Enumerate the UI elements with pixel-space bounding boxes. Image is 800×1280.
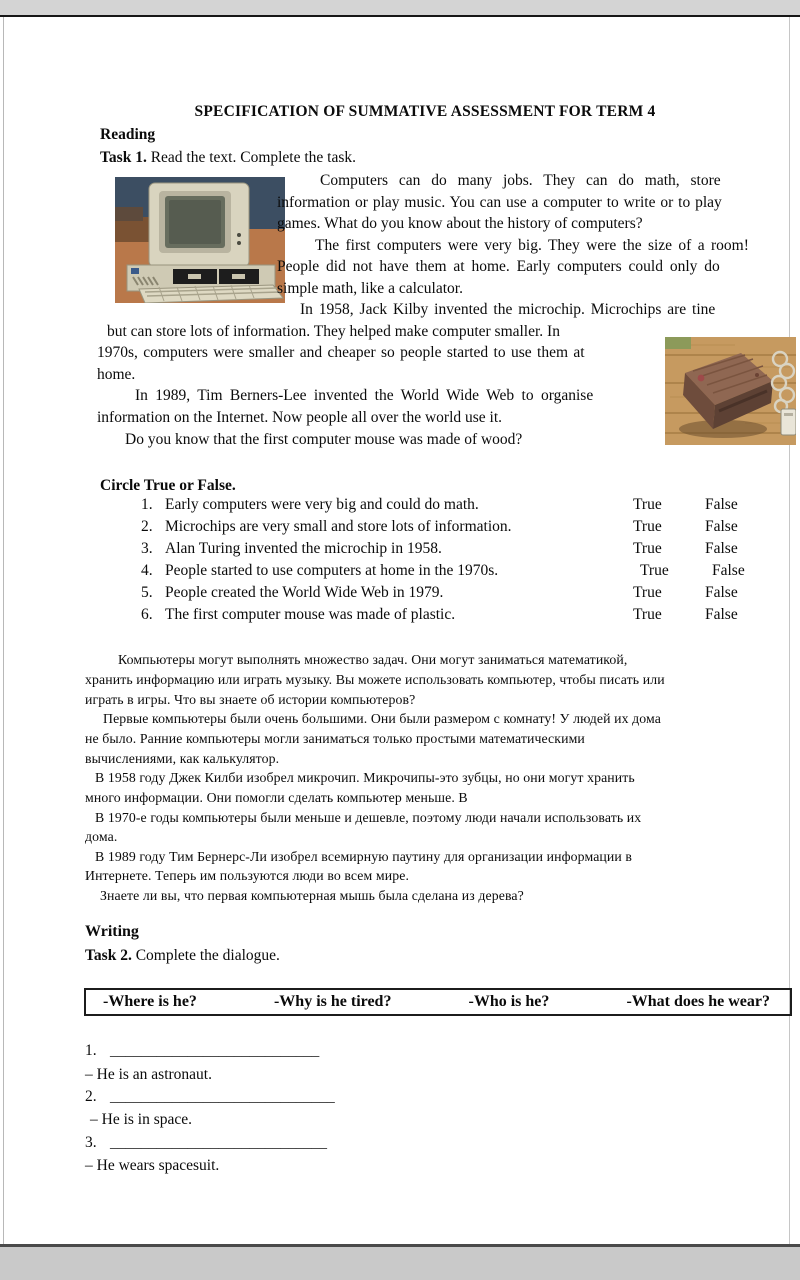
translation-line: Знаете ли вы, что первая компьютерная мышь была сделана из дерева? — [100, 888, 524, 903]
translation-line: не было. Ранние компьютеры могли заниматься только простыми математическими — [85, 731, 585, 746]
task2-label: Task 2. — [85, 947, 132, 964]
false-option[interactable]: False — [705, 606, 738, 623]
true-option[interactable]: True — [633, 540, 662, 557]
question-number: 3. — [141, 540, 153, 557]
question-number: 5. — [141, 584, 153, 601]
page-left-border — [3, 17, 4, 1244]
page-title: SPECIFICATION OF SUMMATIVE ASSESSMENT FOR TERM 4 — [194, 103, 656, 120]
translation-line: много информации. Они помогли сделать компьютер меньше. В — [85, 790, 468, 805]
dialogue-answer: – He is an astronaut. — [85, 1066, 212, 1083]
true-false-row — [0, 562, 800, 584]
answer-blank[interactable]: ____________________________ — [110, 1134, 327, 1151]
translation-line: вычислениями, как калькулятор. — [85, 751, 280, 766]
question-text: Alan Turing invented the microchip in 1958. — [165, 540, 442, 557]
reading-text-line: In 1989, Tim Berners-Lee invented the World Wide Web to organise — [135, 387, 594, 404]
question-text: The first computer mouse was made of plastic. — [165, 606, 456, 623]
reading-text-line: information or play music. You can use a computer to write or to play — [277, 194, 722, 211]
reading-text-line: home. — [97, 366, 136, 383]
true-option[interactable]: True — [633, 606, 662, 623]
translation-line: Интернете. Теперь им пользуются люди во всем мире. — [85, 868, 409, 883]
translation-line: хранить информацию или играть музыку. Вы можете использовать компьютер, чтобы писать или — [85, 672, 665, 687]
task2-heading — [85, 947, 280, 965]
question-number: 1. — [141, 496, 153, 513]
writing-section-heading: Writing — [85, 923, 139, 940]
reading-text-line: simple math, like a calculator. — [277, 280, 463, 297]
prompt-who: -Who is he? — [468, 993, 550, 1010]
reading-text-line: games. What do you know about the history of computers? — [277, 215, 643, 232]
reading-text-line: but can store lots of information. They helped make computer smaller. In — [107, 323, 560, 340]
dialogue-number: 2. — [85, 1088, 97, 1105]
true-false-row — [0, 540, 800, 562]
translation-line: Компьютеры могут выполнять множество задач. Они могут заниматься математикой, — [118, 652, 628, 667]
true-false-row — [0, 518, 800, 540]
reading-text-line: Computers can do many jobs. They can do math, store — [320, 172, 721, 189]
false-option[interactable]: False — [705, 496, 738, 513]
prompt-what: -What does he wear? — [626, 993, 770, 1010]
question-text: People started to use computers at home in the 1970s. — [165, 562, 499, 579]
true-false-row — [0, 584, 800, 606]
translation-line: В 1970-е годы компьютеры были меньше и дешевле, поэтому люди начали использовать их — [95, 810, 642, 825]
reading-text-line: In 1958, Jack Kilby invented the microchip. Microchips are tine — [300, 301, 716, 318]
translation-line: В 1958 году Джек Килби изобрел микрочип. Микрочипы-это зубцы, но они могут хранить — [95, 770, 635, 785]
reading-text-line: 1970s, computers were smaller and cheaper so people started to use them at — [97, 344, 585, 361]
prompt-why: -Why is he tired? — [273, 993, 392, 1010]
question-number: 4. — [141, 562, 153, 579]
translation-line: В 1989 году Тим Бернерс-Ли изобрел всемирную паутину для организации информации в — [95, 849, 633, 864]
dialogue-prompt-box — [84, 988, 792, 1016]
dialogue-blank-row — [85, 1042, 319, 1060]
reading-section-heading: Reading — [100, 126, 156, 143]
dialogue-blank-row — [85, 1088, 335, 1106]
true-false-row — [0, 606, 800, 628]
task1-instruction: Read the text. Complete the task. — [146, 149, 357, 166]
false-option[interactable]: False — [712, 562, 745, 579]
reading-text-line: The first computers were very big. They were the size of a room! — [315, 237, 749, 254]
reading-text-line: Do you know that the first computer mouse was made of wood? — [125, 431, 523, 448]
question-text: Microchips are very small and store lots of information. — [165, 518, 512, 535]
page-right-border — [789, 17, 790, 1244]
task2-instruction: Complete the dialogue. — [131, 947, 280, 964]
false-option[interactable]: False — [705, 540, 738, 557]
bottom-status-band — [0, 1247, 800, 1280]
top-toolbar-band — [0, 0, 800, 15]
true-false-row — [0, 496, 800, 518]
true-option[interactable]: True — [633, 584, 662, 601]
task1-label: Task 1. — [100, 149, 147, 166]
prompt-where: -Where is he? — [103, 993, 197, 1010]
answer-blank[interactable]: _____________________________ — [110, 1088, 335, 1105]
dialogue-blank-row — [85, 1134, 327, 1152]
page-top-border — [0, 15, 800, 17]
translation-line: Первые компьютеры были очень большими. Они были размером с комнату! У людей их дома — [103, 711, 661, 726]
reading-text-line: information on the Internet. Now people all over the world use it. — [97, 409, 503, 426]
question-number: 2. — [141, 518, 153, 535]
dialogue-number: 3. — [85, 1134, 97, 1151]
true-option[interactable]: True — [633, 496, 662, 513]
answer-blank[interactable]: ___________________________ — [110, 1042, 320, 1059]
false-option[interactable]: False — [705, 584, 738, 601]
dialogue-answer: – He wears spacesuit. — [85, 1157, 220, 1174]
task1-heading — [100, 149, 356, 167]
translation-line: играть в игры. Что вы знаете об истории компьютеров? — [85, 692, 416, 707]
false-option[interactable]: False — [705, 518, 738, 535]
translation-line: дома. — [85, 829, 118, 844]
question-text: People created the World Wide Web in 1979. — [165, 584, 444, 601]
true-false-heading: Circle True or False. — [100, 477, 236, 494]
true-option[interactable]: True — [640, 562, 669, 579]
question-number: 6. — [141, 606, 153, 623]
true-option[interactable]: True — [633, 518, 662, 535]
question-text: Early computers were very big and could do math. — [165, 496, 479, 513]
wooden-mouse-photo — [665, 337, 796, 445]
reading-text-line: People did not have them at home. Early computers could only do — [277, 258, 720, 275]
dialogue-number: 1. — [85, 1042, 97, 1059]
dialogue-answer: – He is in space. — [90, 1111, 193, 1128]
old-computer-photo — [115, 177, 285, 303]
